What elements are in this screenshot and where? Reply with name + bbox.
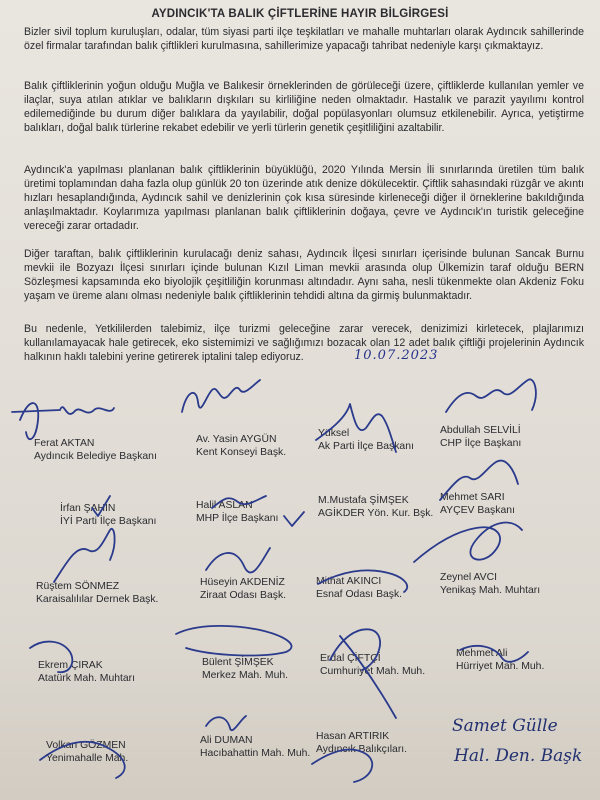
paragraph-2: Balık çiftliklerinin yoğun olduğu Muğla ve Balıkesir örneklerinden de görüleceği üzere, çiftliklerde kullanılan yemler ve ilaçlar, suya atılan atıklar ve balıkların dışkıları su kirliliğine neden olmaktadır. Hastalık ve parazit yayılımı kontrol edilemediğinde bu durum diğer balıklara da yayılabilir, doğal popülasyonları olumsuz etkilenebilir. Ayrıca, yetiştirme balıkları, doğal balık türlerine rekabet edebilir ve yerli türlerin genetik çeşitliliğini azaltabilir. [24,80,584,134]
signatory-name: Ekrem ÇIRAK [38,660,103,671]
signatory-name: Hüseyin AKDENİZ [200,577,285,588]
handwritten-signer-title: Hal. Den. Başk [454,746,583,766]
signatory-role: Esnaf Odası Başk. [316,589,403,600]
signature-scribble [206,548,270,572]
signatory-name: Halil ASLAN [196,500,253,511]
document-title: AYDINCIK'TA BALIK ÇİFTLERİNE HAYIR BİLGİRGESİ [151,8,449,20]
signatory-name: Rüştem SÖNMEZ [36,581,120,592]
paragraph-3: Aydıncık'a yapılması planlanan balık çiftliklerinin büyüklüğü, 2020 Yılında Mersin İli sınırlarında üretilen tüm balık üretimi toplamından daha fazla olup günlük 20 ton üzerinde atık denize dökülecektir. Çiftlik sahasındaki rüzgâr ve akıntı hızları hesaplandığında, Aydıncık sahil ve denizlerinin çok kısa süresinde kirleneceği diğer il örneklerine bakıldığında anlaşılmaktadır. Koylarımıza yapılması planlanan balık çiftliklerinin doğaya, çevre ve Aydıncık'ın turistik geleceğine vereceği zarar ortadadır. [24,164,584,232]
signatory-role: Ziraat Odası Başk. [200,590,287,601]
signatory-name: Ferat AKTAN [34,438,95,449]
signatory-role: Atatürk Mah. Muhtarı [38,673,136,684]
paragraph-4: Diğer taraftan, balık çiftliklerinin kurulacağı deniz sahası, Aydıncık İlçesi sınırları içerisinde bulunan Sancak Burnu mevkii ile Bozyazı İlçesi sınırları içinde bulunan Kızıl Liman mevkii arasında olup Ülkemizin taraf olduğu BERN Sözleşmesi kapsamında eko biyolojik çeşitliliğin korunması altındadır. Aynı saha, nesli tükenmekte olan Akdeniz Foku yaşam ve üreme alanı olması nedeniyle balık çiftliklerinin tehdidi altına da girmiş bulunmaktadır. [24,248,584,302]
signatory-name: Erdal ÇİFTÇİ [320,653,381,664]
signature-scribble [446,379,536,412]
signatory-name: Yüksel [318,428,350,439]
signatory-name: Mithat AKINCI [316,576,382,587]
signatory-role: Hürriyet Mah. Muh. [456,661,545,672]
signatory-role: Ak Parti İlçe Başkanı [318,441,414,452]
signatory-16 [456,647,544,673]
signature-scribble [54,529,115,582]
paragraph-1: Bizler sivil toplum kuruluşları, odalar, tüm siyasi parti ilçe teşkilatları ve mahalle muhtarları olarak Aydıncık sahillerinde özel firmalar tarafından balık çiftlikleri kurulmasına, sahillerimize yapacağı tahribat nedeniyle karşı çıkmaktayız. [24,26,584,52]
signatory-name: Abdullah SELVİLİ [440,425,521,436]
signatory-role: CHP İlçe Başkanı [440,438,522,449]
signatory-2 [196,433,286,459]
signatory-name: Av. Yasin AYGÜN [196,434,277,445]
signatory-name: İrfan ŞAHİN [60,503,116,514]
signatory-8 [440,491,515,517]
signatory-role: AYÇEV Başkanı [440,505,515,516]
signatory-12 [440,571,540,597]
signatory-name: Zeynel AVCI [440,572,497,583]
signatory-role: Aydıncık Balıkçıları. [316,744,408,755]
signatory-19 [316,730,407,756]
signatory-role: AGİKDER Yön. Kur. Bşk. [318,508,434,519]
signatory-13 [38,659,135,685]
signatory-role: İYİ Parti İlçe Başkanı [60,516,157,527]
paragraph-5: Bu nedenle, Yetkililerden talebimiz, ilçe turizmi geleceğine zarar verecek, denizimizi kirletecek, plajlarımızı kullanılamayacak hale getirecek, eko sistemimizi ve sağlığımızı bozacak olan 12 adet balık çiftliği projelerinin Aydıncık halkının haklı talebini yerine getirerek iptalini talep ediyoruz. [24,323,584,363]
signatory-role: Kent Konseyi Başk. [196,447,287,458]
signatory-role: Yenikaş Mah. Muhtarı [440,585,541,596]
signatory-14 [202,656,288,682]
signatory-18 [200,734,310,760]
signatory-name: Mehmet Ali [456,648,508,659]
signatory-name: M.Mustafa ŞİMŞEK [318,495,409,506]
signatory-11 [316,575,402,601]
signatory-role: Hacıbahattin Mah. Muh. [200,748,311,759]
signatory-name: Mehmet SARI [440,492,505,503]
signatory-9 [36,580,158,606]
signatory-name: Bülent ŞİMŞEK [202,657,274,668]
signatory-6 [196,499,278,525]
signatory-role: Karaisalılılar Dernek Başk. [36,594,159,605]
signatory-3 [318,427,414,453]
signatory-role: Cumhuriyet Mah. Muh. [320,666,426,677]
signatory-role: Aydıncık Belediye Başkanı [34,451,157,462]
signatory-name: Volkan GÖZMEN [46,740,126,751]
signatory-17 [46,739,128,765]
signature-scribble [206,716,246,730]
signatory-name: Ali DUMAN [200,735,253,746]
signature-scribble [182,380,260,412]
signatory-15 [320,652,425,678]
signatory-10 [200,576,286,602]
handwritten-date: 10.07.2023 [354,348,439,363]
signatory-role: Yenimahalle Mah. [46,753,129,764]
signature-scribble [12,403,114,439]
signatory-7 [318,494,433,520]
signatory-name: Hasan ARTIRIK [316,731,390,742]
signature-scribble [176,626,292,656]
signatory-role: Merkez Mah. Muh. [202,670,289,681]
signature-scribble [414,523,522,562]
signatory-role: MHP İlçe Başkanı [196,513,279,524]
signatory-5 [60,502,156,528]
signatory-1 [34,437,157,463]
signatory-4 [440,424,521,450]
handwritten-signer-name: Samet Gülle [452,716,558,736]
